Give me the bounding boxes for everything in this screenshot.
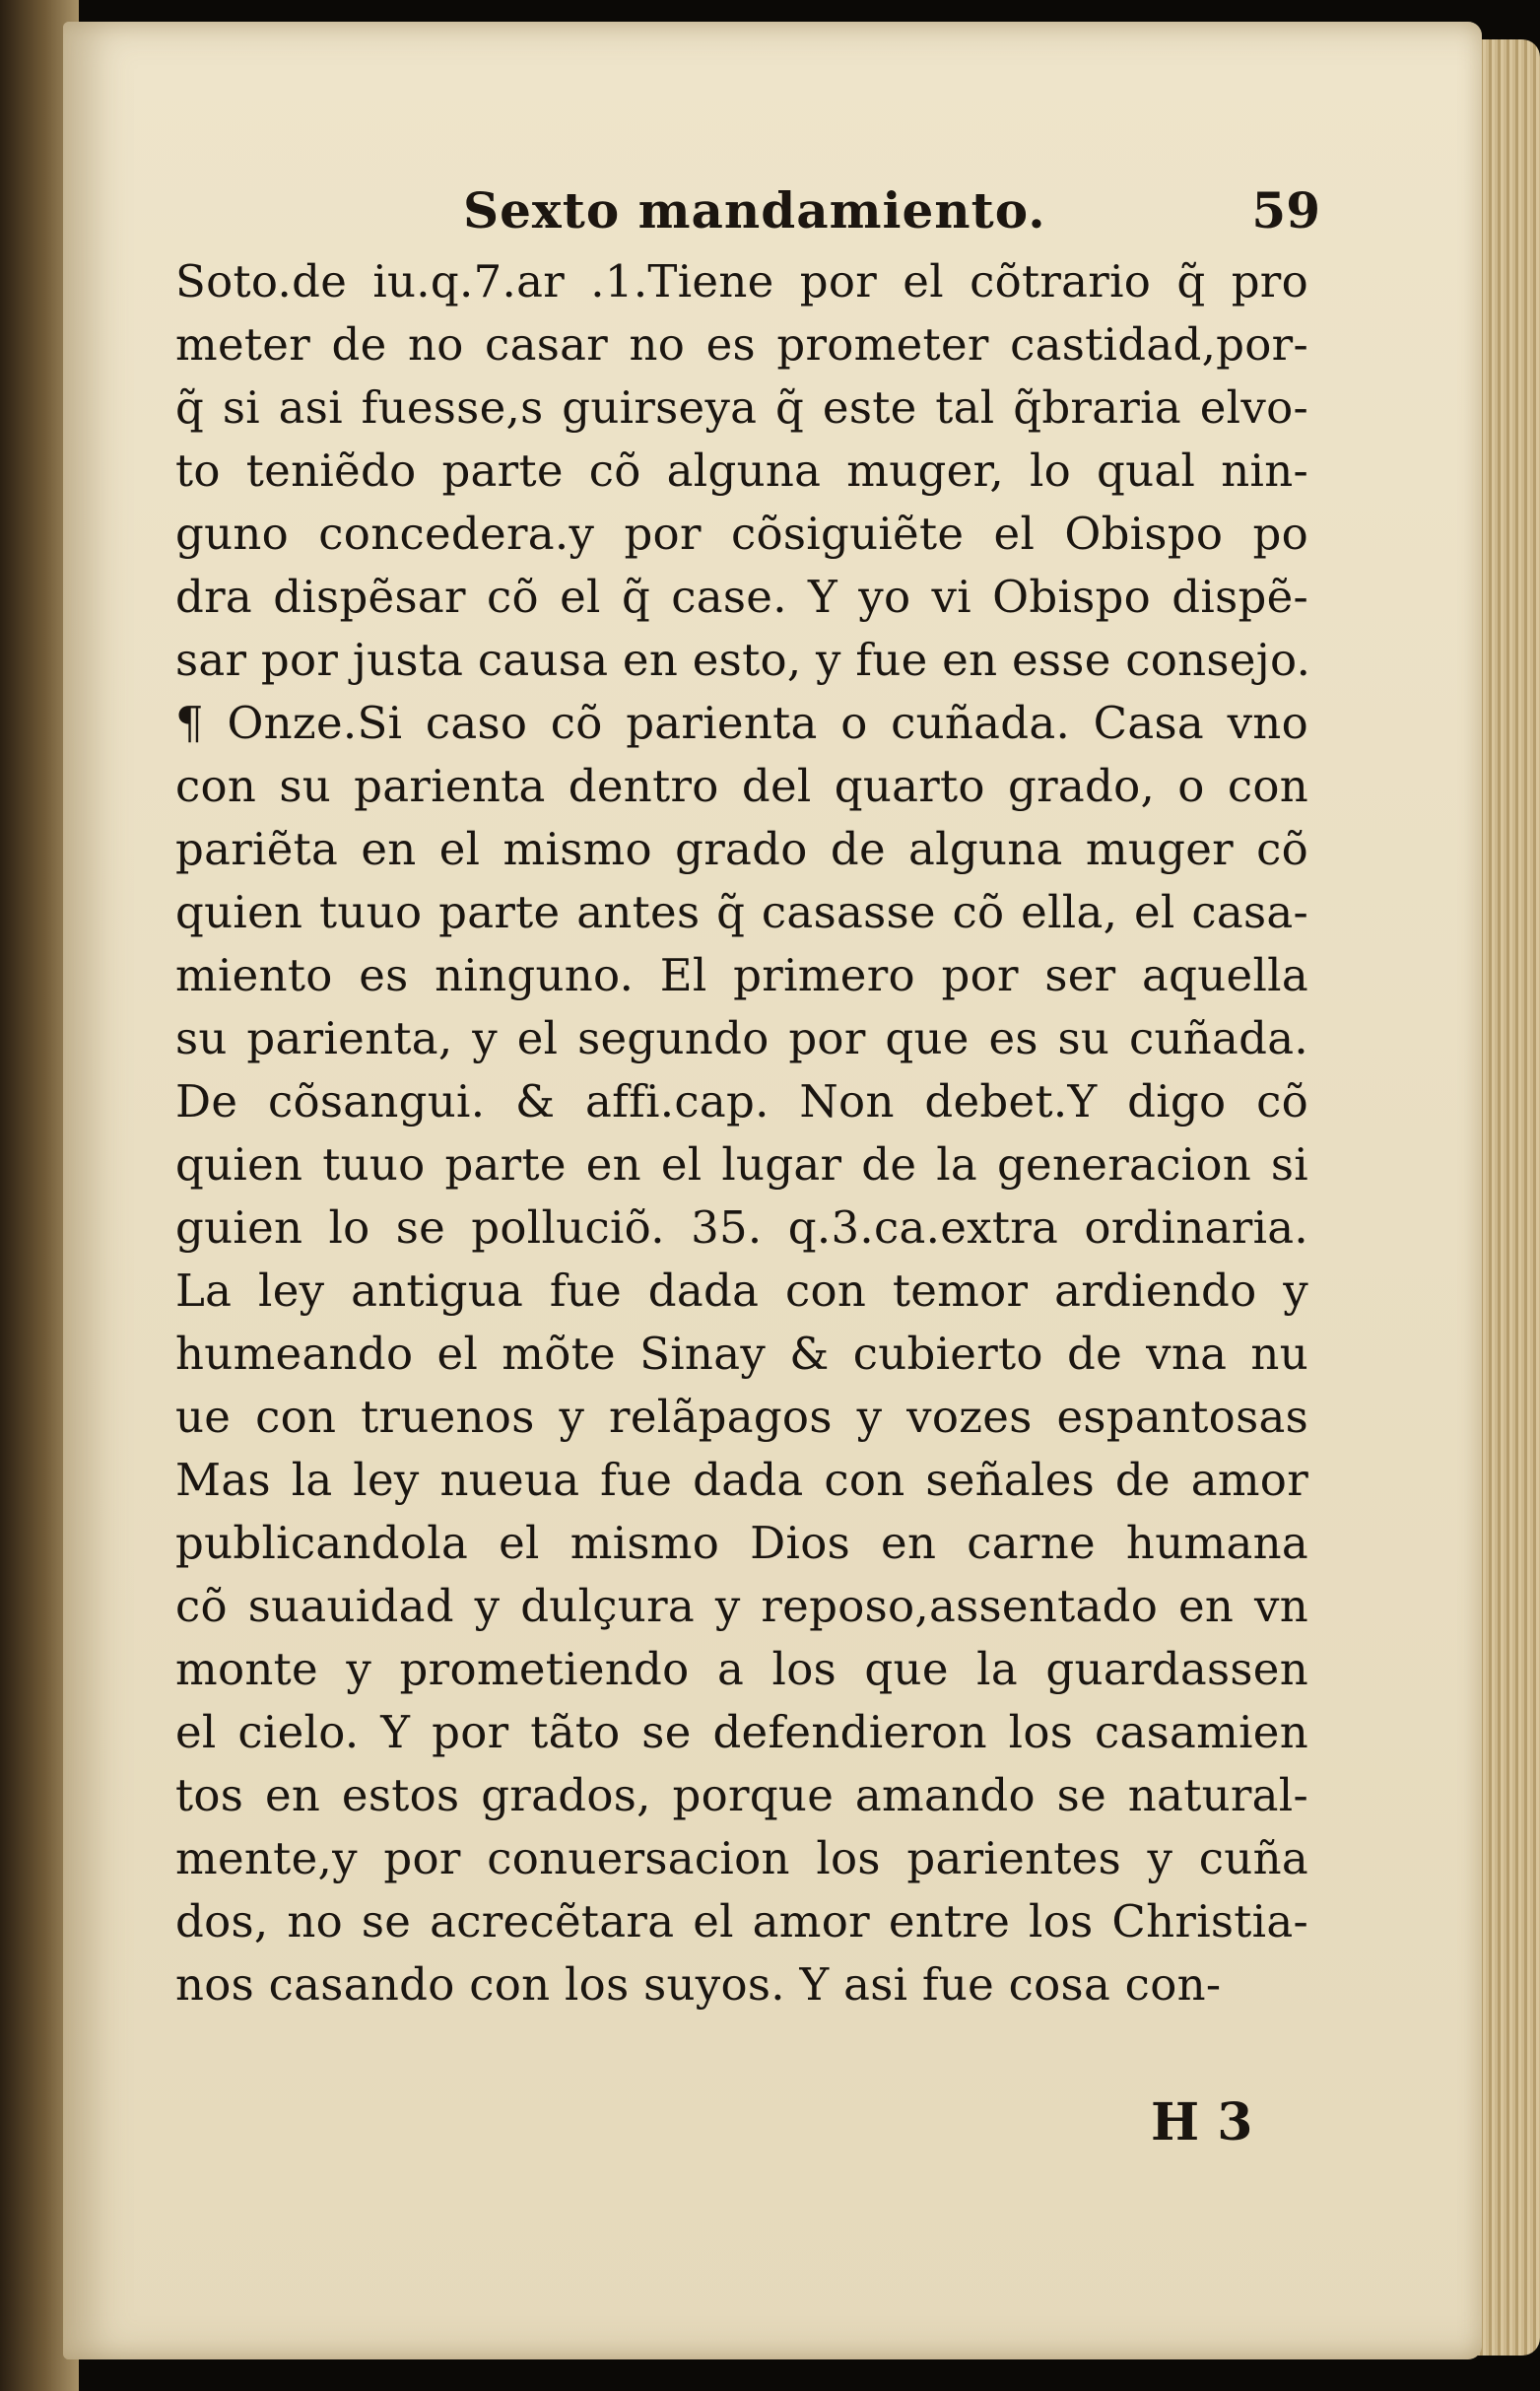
text-line: Mas la ley nueua fue dada con señales de amor [175, 1454, 1308, 1506]
text-line: to teniẽdo parte cõ alguna muger, lo qual nin- [175, 444, 1308, 497]
text-line: dos, no se acrecẽtara el amor entre los Christia- [175, 1895, 1308, 1947]
page-number: 59 [1251, 181, 1320, 239]
text-line: pariẽta en el mismo grado de alguna muger cõ [175, 823, 1308, 875]
text-line: miento es ninguno. El primero por ser aquella [175, 949, 1308, 1001]
text-line: ¶ Onze.Si caso cõ parienta o cuñada. Casa vno [175, 697, 1308, 749]
text-line: ue con truenos y relãpagos y vozes espantosas [175, 1391, 1308, 1443]
text-line: Soto.de iu.q.7.ar .1.Tiene por el cõtrario q̃ pro [175, 255, 1308, 307]
text-line: tos en estos grados, porque amando se natural- [175, 1769, 1308, 1821]
text-line: guien lo se polluciõ. 35. q.3.ca.extra ordinaria. [175, 1201, 1308, 1254]
text-line: el cielo. Y por tãto se defendieron los casamien [175, 1706, 1308, 1758]
running-head [177, 181, 1340, 250]
text-line: mente,y por conuersacion los parientes y cuña [175, 1832, 1308, 1884]
text-line: humeando el mõte Sinay & cubierto de vna nu [175, 1328, 1308, 1380]
text-line: publicandola el mismo Dios en carne humana [175, 1517, 1308, 1569]
signature-mark: H 3 [1151, 2092, 1253, 2152]
text-line: su parienta, y el segundo por que es su cuñada. [175, 1012, 1308, 1064]
text-line: quien tuuo parte en el lugar de la generacion si [175, 1138, 1308, 1191]
text-line: monte y prometiendo a los que la guardassen [175, 1643, 1308, 1695]
text-line: La ley antigua fue dada con temor ardiendo y [175, 1264, 1308, 1317]
text-line: cõ suauidad y dulçura y reposo,assentado en vn [175, 1580, 1308, 1632]
body-text [175, 250, 1311, 2016]
running-head-title: Sexto mandamiento. [463, 181, 1046, 239]
text-line: dra dispẽsar cõ el q̃ case. Y yo vi Obispo dispẽ- [175, 571, 1308, 623]
text-line: nos casando con los suyos. Y asi fue cosa con- [175, 1958, 1222, 2011]
text-line: q̃ si asi fuesse,s guirseya q̃ este tal q̃braria elvo- [175, 381, 1308, 434]
text-line: De cõsangui. & affi.cap. Non debet.Y digo cõ [175, 1075, 1308, 1127]
text-line: meter de no casar no es prometer castidad,por- [175, 318, 1308, 371]
text-line: con su parienta dentro del quarto grado, o con [175, 760, 1308, 812]
text-line: guno concedera.y por cõsiguiẽte el Obispo po [175, 508, 1308, 560]
text-line: quien tuuo parte antes q̃ casasse cõ ella, el casa- [175, 886, 1308, 938]
text-line: sar por justa causa en esto, y fue en esse consejo. [175, 634, 1311, 686]
